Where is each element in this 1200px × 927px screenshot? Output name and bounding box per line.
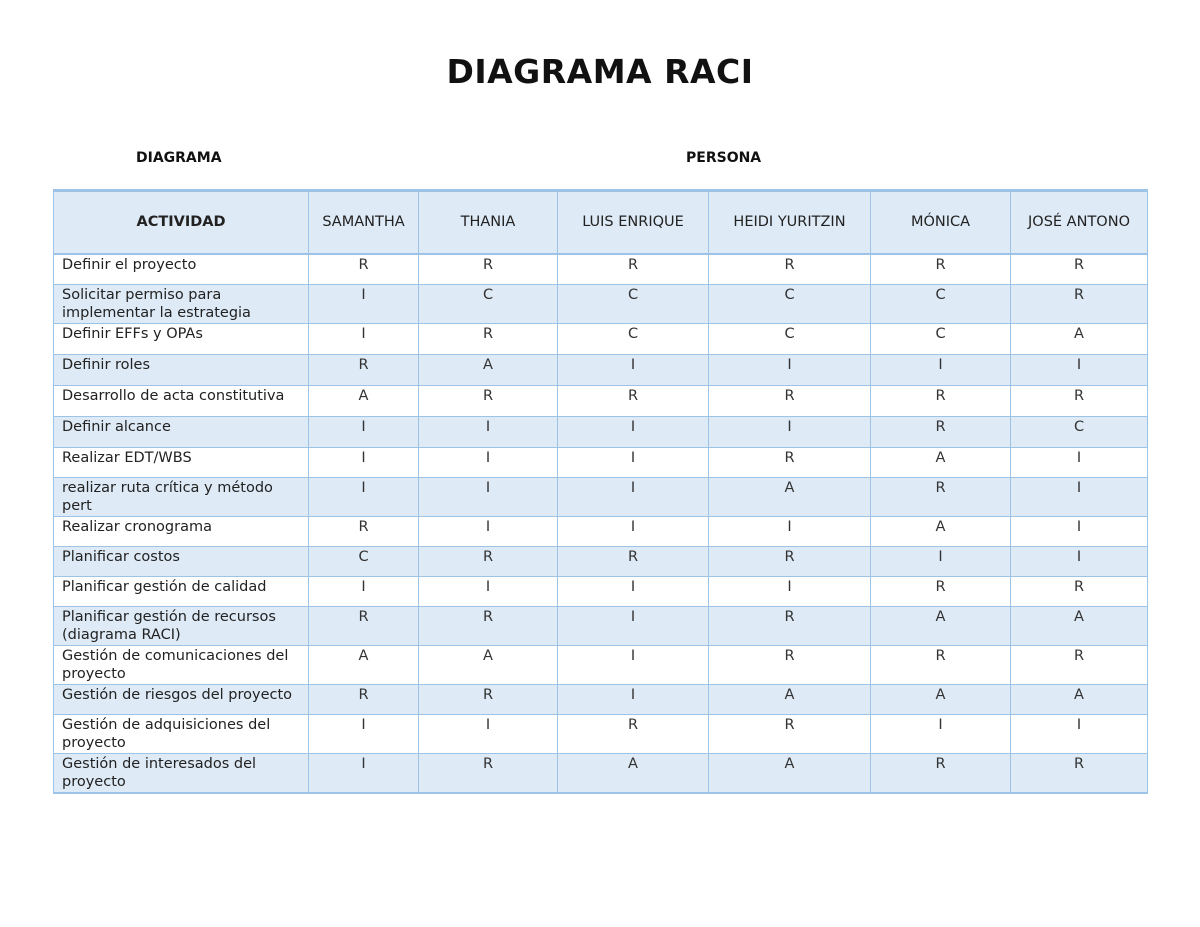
raci-value-cell: I bbox=[558, 577, 709, 607]
raci-value-cell: R bbox=[709, 448, 871, 478]
raci-value-cell: I bbox=[1011, 448, 1148, 478]
raci-value-cell: R bbox=[419, 754, 558, 793]
raci-value-cell: I bbox=[558, 685, 709, 715]
raci-value-cell: C bbox=[1011, 417, 1148, 448]
header-jose-antono: JOSÉ ANTONO bbox=[1011, 191, 1148, 254]
raci-value-cell: R bbox=[309, 607, 419, 646]
raci-value-cell: R bbox=[1011, 754, 1148, 793]
raci-value-cell: R bbox=[309, 254, 419, 285]
raci-value-cell: R bbox=[871, 478, 1011, 517]
diagrama-label: DIAGRAMA bbox=[136, 150, 222, 166]
raci-value-cell: A bbox=[871, 607, 1011, 646]
table-row bbox=[54, 646, 1148, 685]
raci-value-cell: R bbox=[558, 715, 709, 754]
activity-cell: Planificar costos bbox=[54, 547, 309, 577]
raci-value-cell: A bbox=[558, 754, 709, 793]
activity-cell: Desarrollo de acta constitutiva bbox=[54, 386, 309, 417]
raci-value-cell: C bbox=[419, 285, 558, 324]
raci-value-cell: A bbox=[709, 685, 871, 715]
raci-value-cell: R bbox=[1011, 646, 1148, 685]
raci-value-cell: R bbox=[709, 715, 871, 754]
raci-value-cell: I bbox=[309, 715, 419, 754]
raci-value-cell: I bbox=[709, 355, 871, 386]
table-row bbox=[54, 607, 1148, 646]
raci-value-cell: I bbox=[709, 417, 871, 448]
header-samantha: SAMANTHA bbox=[309, 191, 419, 254]
raci-value-cell: I bbox=[309, 417, 419, 448]
raci-value-cell: I bbox=[709, 577, 871, 607]
activity-cell: Gestión de interesados del proyecto bbox=[54, 754, 309, 793]
raci-value-cell: A bbox=[709, 478, 871, 517]
raci-value-cell: R bbox=[419, 254, 558, 285]
raci-value-cell: I bbox=[871, 715, 1011, 754]
raci-table bbox=[53, 189, 1148, 794]
table-row bbox=[54, 417, 1148, 448]
raci-value-cell: A bbox=[419, 646, 558, 685]
raci-value-cell: A bbox=[419, 355, 558, 386]
table-row bbox=[54, 324, 1148, 355]
raci-value-cell: A bbox=[1011, 685, 1148, 715]
raci-value-cell: R bbox=[558, 386, 709, 417]
raci-value-cell: I bbox=[558, 517, 709, 547]
table-row bbox=[54, 254, 1148, 285]
raci-value-cell: I bbox=[309, 478, 419, 517]
activity-cell: Definir alcance bbox=[54, 417, 309, 448]
raci-value-cell: R bbox=[558, 547, 709, 577]
table-row bbox=[54, 517, 1148, 547]
activity-cell: Gestión de comunicaciones del proyecto bbox=[54, 646, 309, 685]
raci-value-cell: R bbox=[419, 685, 558, 715]
raci-value-cell: I bbox=[309, 324, 419, 355]
raci-value-cell: I bbox=[709, 517, 871, 547]
header-heidi-yuritzin: HEIDI YURITZIN bbox=[709, 191, 871, 254]
raci-value-cell: A bbox=[871, 517, 1011, 547]
activity-cell: Gestión de adquisiciones del proyecto bbox=[54, 715, 309, 754]
raci-value-cell: C bbox=[558, 324, 709, 355]
raci-value-cell: C bbox=[871, 324, 1011, 355]
raci-value-cell: I bbox=[419, 478, 558, 517]
raci-value-cell: R bbox=[709, 386, 871, 417]
raci-value-cell: I bbox=[558, 448, 709, 478]
raci-value-cell: R bbox=[871, 646, 1011, 685]
raci-value-cell: R bbox=[871, 386, 1011, 417]
raci-value-cell: I bbox=[558, 355, 709, 386]
raci-value-cell: R bbox=[1011, 254, 1148, 285]
table-row bbox=[54, 547, 1148, 577]
table-row bbox=[54, 715, 1148, 754]
raci-value-cell: I bbox=[558, 607, 709, 646]
raci-value-cell: R bbox=[1011, 577, 1148, 607]
activity-cell: Realizar EDT/WBS bbox=[54, 448, 309, 478]
raci-value-cell: I bbox=[1011, 517, 1148, 547]
table-body bbox=[54, 254, 1148, 793]
raci-value-cell: R bbox=[1011, 285, 1148, 324]
table-row bbox=[54, 685, 1148, 715]
raci-value-cell: R bbox=[419, 386, 558, 417]
header-luis-enrique: LUIS ENRIQUE bbox=[558, 191, 709, 254]
table-row bbox=[54, 448, 1148, 478]
raci-value-cell: A bbox=[309, 646, 419, 685]
table-row bbox=[54, 355, 1148, 386]
table-row bbox=[54, 577, 1148, 607]
raci-value-cell: I bbox=[1011, 355, 1148, 386]
raci-value-cell: R bbox=[871, 254, 1011, 285]
raci-value-cell: I bbox=[309, 448, 419, 478]
activity-cell: Planificar gestión de recursos (diagrama RACI) bbox=[54, 607, 309, 646]
raci-value-cell: R bbox=[419, 607, 558, 646]
persona-label: PERSONA bbox=[686, 150, 762, 166]
raci-value-cell: I bbox=[1011, 547, 1148, 577]
header-activity: ACTIVIDAD bbox=[54, 191, 309, 254]
raci-value-cell: I bbox=[309, 754, 419, 793]
table-row bbox=[54, 478, 1148, 517]
raci-value-cell: I bbox=[1011, 478, 1148, 517]
raci-value-cell: I bbox=[419, 448, 558, 478]
raci-value-cell: I bbox=[871, 355, 1011, 386]
raci-value-cell: R bbox=[419, 324, 558, 355]
table-row bbox=[54, 754, 1148, 793]
raci-value-cell: C bbox=[558, 285, 709, 324]
raci-value-cell: R bbox=[871, 417, 1011, 448]
raci-value-cell: I bbox=[871, 547, 1011, 577]
activity-cell: Solicitar permiso para implementar la estrategia bbox=[54, 285, 309, 324]
page-title: DIAGRAMA RACI bbox=[446, 52, 754, 91]
raci-value-cell: I bbox=[419, 577, 558, 607]
raci-value-cell: I bbox=[309, 285, 419, 324]
raci-value-cell: A bbox=[1011, 607, 1148, 646]
activity-cell: Realizar cronograma bbox=[54, 517, 309, 547]
header-monica: MÓNICA bbox=[871, 191, 1011, 254]
raci-value-cell: C bbox=[871, 285, 1011, 324]
raci-value-cell: R bbox=[709, 646, 871, 685]
raci-value-cell: R bbox=[558, 254, 709, 285]
raci-value-cell: R bbox=[709, 607, 871, 646]
raci-value-cell: I bbox=[419, 517, 558, 547]
header-thania: THANIA bbox=[419, 191, 558, 254]
table-header-row bbox=[54, 191, 1148, 254]
raci-value-cell: R bbox=[1011, 386, 1148, 417]
raci-value-cell: R bbox=[709, 547, 871, 577]
raci-value-cell: C bbox=[709, 324, 871, 355]
raci-value-cell: R bbox=[709, 254, 871, 285]
raci-value-cell: R bbox=[871, 754, 1011, 793]
raci-value-cell: R bbox=[309, 685, 419, 715]
raci-value-cell: A bbox=[871, 448, 1011, 478]
raci-value-cell: I bbox=[309, 577, 419, 607]
raci-value-cell: C bbox=[309, 547, 419, 577]
activity-cell: Definir roles bbox=[54, 355, 309, 386]
raci-value-cell: A bbox=[1011, 324, 1148, 355]
raci-value-cell: I bbox=[419, 715, 558, 754]
activity-cell: Planificar gestión de calidad bbox=[54, 577, 309, 607]
table-row bbox=[54, 386, 1148, 417]
raci-value-cell: R bbox=[419, 547, 558, 577]
raci-value-cell: C bbox=[709, 285, 871, 324]
activity-cell: Definir EFFs y OPAs bbox=[54, 324, 309, 355]
raci-value-cell: R bbox=[309, 517, 419, 547]
raci-value-cell: R bbox=[309, 355, 419, 386]
raci-value-cell: I bbox=[558, 646, 709, 685]
raci-value-cell: R bbox=[871, 577, 1011, 607]
raci-value-cell: I bbox=[419, 417, 558, 448]
activity-cell: realizar ruta crítica y método pert bbox=[54, 478, 309, 517]
raci-value-cell: I bbox=[558, 417, 709, 448]
raci-value-cell: I bbox=[558, 478, 709, 517]
activity-cell: Gestión de riesgos del proyecto bbox=[54, 685, 309, 715]
activity-cell: Definir el proyecto bbox=[54, 254, 309, 285]
raci-value-cell: I bbox=[1011, 715, 1148, 754]
table-row bbox=[54, 285, 1148, 324]
raci-value-cell: A bbox=[871, 685, 1011, 715]
raci-value-cell: A bbox=[709, 754, 871, 793]
raci-value-cell: A bbox=[309, 386, 419, 417]
